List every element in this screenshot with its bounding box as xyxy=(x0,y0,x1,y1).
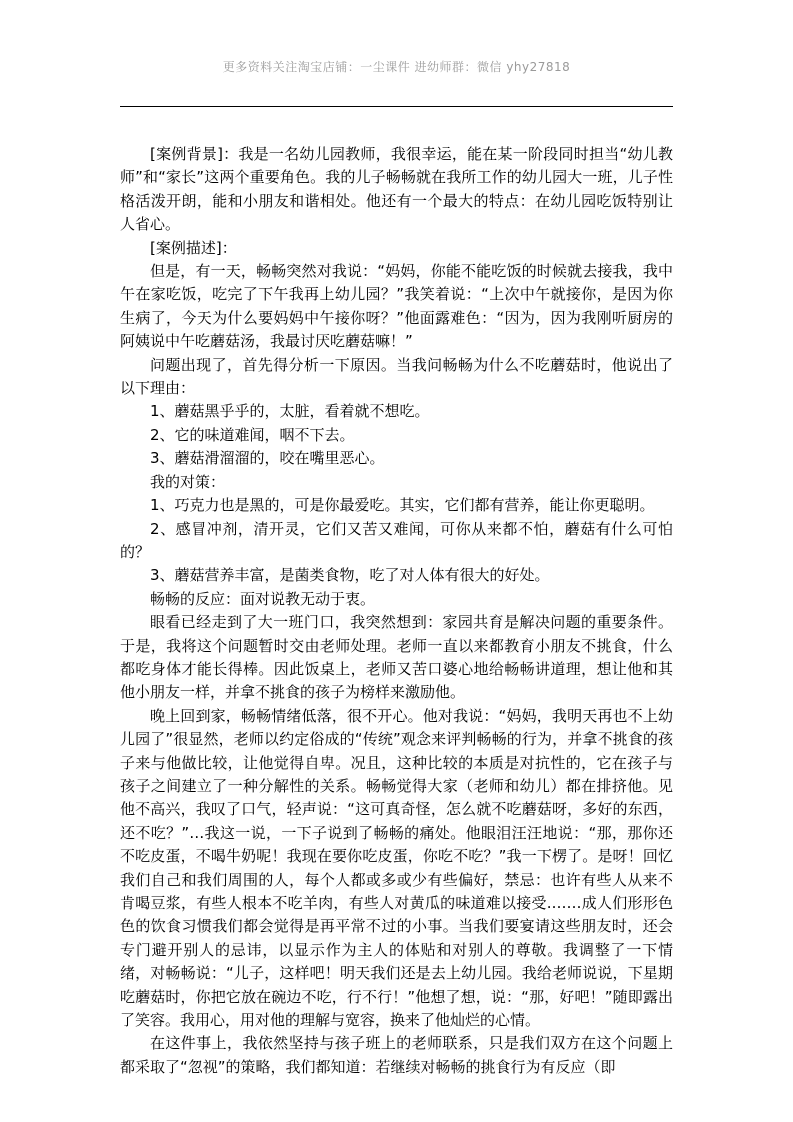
paragraph-case-background: [案例背景]：我是一名幼儿园教师，我很幸运，能在某一阶段同时担当“幼儿教师”和“家长”这两个重要角色。我的儿子畅畅就在我所工作的幼儿园大一班，儿子性格活泼开朗，能和小朋友和谐相处。他还有一个最大的特点：在幼儿园吃饭特别让人省心。 xyxy=(120,145,673,234)
paragraph-strategy-heading: 我的对策： xyxy=(150,472,226,491)
paragraph-reaction: 畅畅的反应：面对说教无动于衷。 xyxy=(150,589,376,608)
list-item-strategy-1: 1、巧克力也是黑的，可是你最爱吃。其实，它们都有营养，能让你更聪明。 xyxy=(150,496,655,515)
header-divider xyxy=(120,106,673,107)
paragraph-problem-analysis: 问题出现了，首先得分析一下原因。当我问畅畅为什么不吃蘑菇时，他说出了以下理由： xyxy=(120,355,673,398)
paragraph-home-school: 眼看已经走到了大一班门口，我突然想到：家园共育是解决问题的重要条件。于是，我将这个问题暂时交由老师处理。老师一直以来都教育小朋友不挑食，什么都吃身体才能长得棒。因此饭桌上，老师又苦口婆心地给畅畅讲道理，想让他和其他小朋友一样，并拿不挑食的孩子为榜样来激励他。 xyxy=(120,613,673,702)
list-item-strategy-3: 3、蘑菇营养丰富，是菌类食物，吃了对人体有很大的好处。 xyxy=(150,566,550,585)
paragraph-case-description-heading: [案例描述]： xyxy=(150,238,237,257)
document-body xyxy=(120,143,673,1079)
list-item-reason-3: 3、蘑菇滑溜溜的，咬在嘴里恶心。 xyxy=(150,449,385,468)
list-item-strategy-2: 2、感冒冲剂，清开灵，它们又苦又难闻，可你从来都不怕，蘑菇有什么可怕的？ xyxy=(120,519,673,561)
paragraph-follow-up: 在这件事上，我依然坚持与孩子班上的老师联系，只是我们双方在这个问题上都采取了“忽视”的策略，我们都知道：若继续对畅畅的挑食行为有反应（即 xyxy=(120,1034,673,1076)
list-item-reason-2: 2、它的味道难闻，咽不下去。 xyxy=(150,425,355,444)
paragraph-evening: 晚上回到家，畅畅情绪低落，很不开心。他对我说：“妈妈，我明天再也不上幼儿园了”很显然，老师以约定俗成的“传统”观念来评判畅畅的行为，并拿不挑食的孩子来与他做比较，让他觉得自卑。况且，这种比较的本质是对抗性的，它在孩子与孩子之间建立了一种分解性的关系。畅畅觉得大家（老师和幼儿）都在排挤他。见他不高兴，我叹了口气，轻声说：“这可真奇怪，怎么就不吃蘑菇呀，多好的东西，还不吃？”…我这一说，一下子说到了畅畅的痛处。他眼泪汪汪地说：“那，那你还不吃皮蛋，不喝牛奶呢！我现在要你吃皮蛋，你吃不吃？”我一下楞了。是呀！回忆我们自己和我们周围的人，每个人都或多或少有些偏好，禁忌：也许有些人从来不肯喝豆浆，有些人根本不吃羊肉，有些人对黄瓜的味道难以接受.……成人们形形色色的饮食习惯我们都会觉得是再平常不过的小事。当我们要宴请这些朋友时，还会专门避开别人的忌讳，以显示作为主人的体贴和对别人的尊敬。我调整了一下情绪，对畅畅说：“儿子，这样吧！明天我们还是去上幼儿园。我给老师说说，下星期吃蘑菇时，你把它放在碗边不吃，行不行！”他想了想，说：“那，好吧！”随即露出了笑容。我用心，用对他的理解与宽容，换来了他灿烂的心情。 xyxy=(120,706,673,1030)
list-item-reason-1: 1、蘑菇黑乎乎的，太脏，看着就不想吃。 xyxy=(150,402,430,421)
page-header: 更多资料关注淘宝店铺：一尘课件 进幼师群：微信 yhy27818 xyxy=(222,60,571,74)
paragraph-dialogue: 但是，有一天，畅畅突然对我说：“妈妈，你能不能吃饭的时候就去接我，我中午在家吃饭，吃完了下午我再上幼儿园？”我笑着说：“上次中午就接你，是因为你生病了，今天为什么要妈妈中午接你呀？”他面露难色：“因为，因为我刚听厨房的阿姨说中午吃蘑菇汤，我最讨厌吃蘑菇嘛！” xyxy=(120,262,673,351)
